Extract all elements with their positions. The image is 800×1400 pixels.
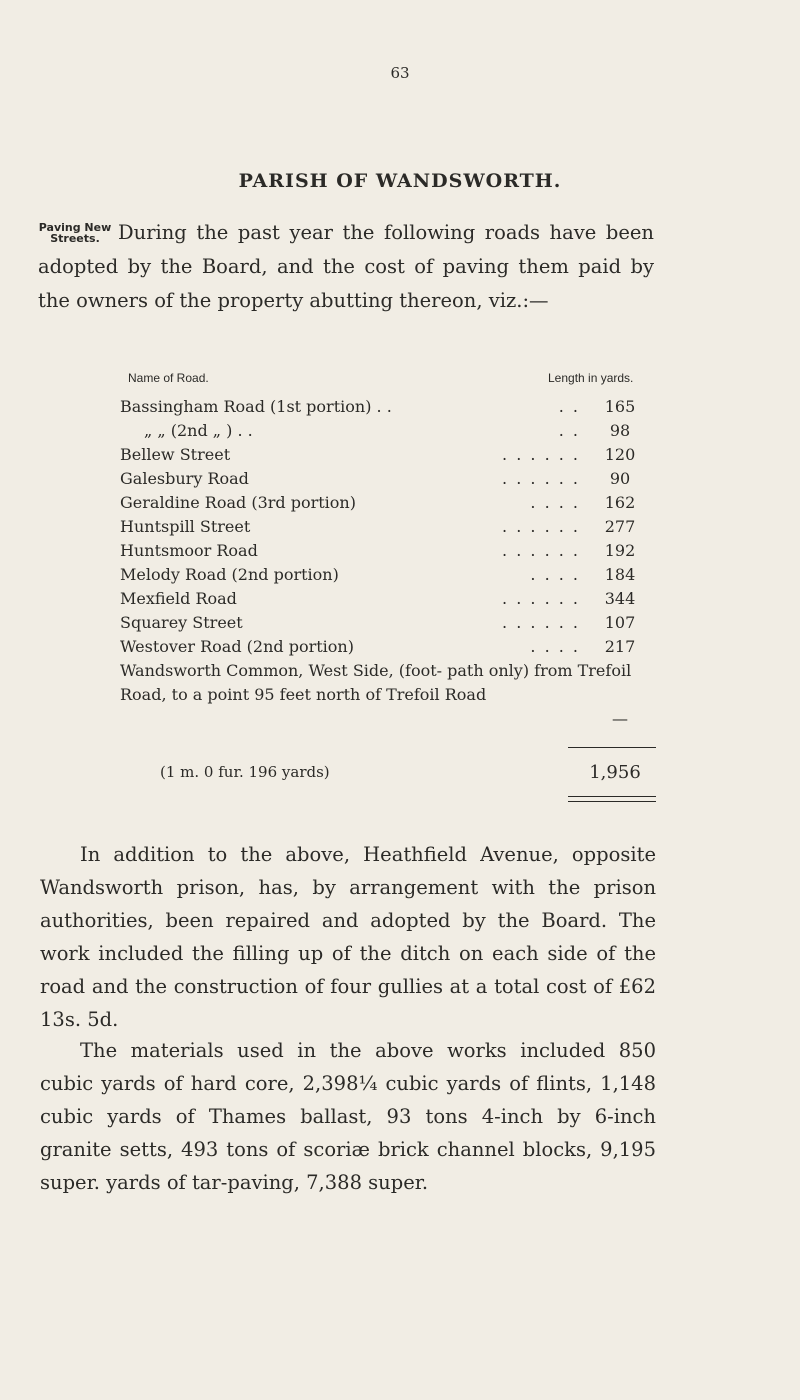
road-length: 98 <box>609 421 631 440</box>
dot-leader: . . . . . . <box>502 469 580 488</box>
table-row <box>0 443 800 467</box>
dot-leader: . . . . . . <box>502 517 580 536</box>
dot-leader: . . . . . . <box>502 445 580 464</box>
dot-leader: . . <box>558 397 580 416</box>
dot-leader: . . . . . . <box>502 541 580 560</box>
multiline-road-entry: Wandsworth Common, West Side, (foot- path only) from Trefoil Road, to a point 95 feet north of Trefoil Road <box>120 661 632 704</box>
road-name: Squarey Street <box>120 613 243 632</box>
road-name: Huntspill Street <box>120 517 251 536</box>
table-row <box>0 419 800 443</box>
section-title: PARISH OF WANDSWORTH. <box>238 170 562 192</box>
road-length: 90 <box>609 469 631 488</box>
road-length: 120 <box>604 445 636 464</box>
margin-note-line-1: Paving New <box>38 221 112 234</box>
road-name: Geraldine Road (3rd portion) <box>120 493 356 512</box>
table-row <box>0 491 800 515</box>
page-number: 63 <box>390 64 410 82</box>
dot-leader: . . . . . . <box>502 589 580 608</box>
dot-leader: . . . . . . <box>502 613 580 632</box>
road-name: Bellew Street <box>120 445 231 464</box>
margin-note-line-2: Streets. <box>50 232 100 245</box>
table-row <box>0 539 800 563</box>
road-length: 165 <box>604 397 636 416</box>
dot-leader: . . . . <box>530 637 580 656</box>
table-row <box>0 587 800 611</box>
intro-paragraph: During the past year the following roads have been adopted by the Board, and the cost of paving them paid by the owners of the property abutting thereon, viz.:— <box>38 221 654 312</box>
road-length: 192 <box>604 541 636 560</box>
road-length: 184 <box>604 565 636 584</box>
dot-leader: . . <box>558 421 580 440</box>
road-name: Galesbury Road <box>120 469 249 488</box>
column-header-name: Name of Road. <box>128 371 209 385</box>
road-name: Westover Road (2nd portion) <box>120 637 354 656</box>
paragraph-materials: The materials used in the above works included 850 cubic yards of hard core, 2,398¼ cubic yards of flints, 1,148 cubic yards of Thames ballast, 93 tons 4-inch by 6-inch granite setts, 493 tons of scoriæ brick channel blocks, 9,195 super. yards of tar-paving, 7,388 super. <box>40 1039 656 1194</box>
total-rule <box>568 747 656 748</box>
road-length: 107 <box>604 613 636 632</box>
road-length: 277 <box>604 517 636 536</box>
road-name: Mexfield Road <box>120 589 237 608</box>
table-row <box>0 515 800 539</box>
total-value: 1,956 <box>589 762 641 783</box>
multiline-road-length: — <box>612 709 628 728</box>
paragraph-heathfield: In addition to the above, Heathfield Avenue, opposite Wandsworth prison, has, by arrangement with the prison authorities, been repaired and adopted by the Board. The work included the filling up of the ditch on each side of the road and the construction of four gullies at a total cost of £62 13s. 5d. <box>40 843 656 1031</box>
total-label: (1 m. 0 fur. 196 yards) <box>160 763 330 781</box>
dot-leader: . . . . <box>530 493 580 512</box>
table-row <box>0 395 800 419</box>
double-rule <box>568 796 656 802</box>
road-length: 344 <box>604 589 636 608</box>
table-row <box>0 563 800 587</box>
road-name: Huntsmoor Road <box>120 541 258 560</box>
road-table <box>0 395 800 659</box>
road-name: Bassingham Road (1st portion) . . <box>120 397 392 416</box>
table-row <box>0 635 800 659</box>
dot-leader: . . . . <box>530 565 580 584</box>
column-header-length: Length in yards. <box>548 371 634 385</box>
table-row <box>0 467 800 491</box>
road-length: 217 <box>604 637 636 656</box>
road-length: 162 <box>604 493 636 512</box>
road-name: Melody Road (2nd portion) <box>120 565 339 584</box>
table-row <box>0 611 800 635</box>
road-name: „ „ (2nd „ ) . . <box>144 421 253 440</box>
